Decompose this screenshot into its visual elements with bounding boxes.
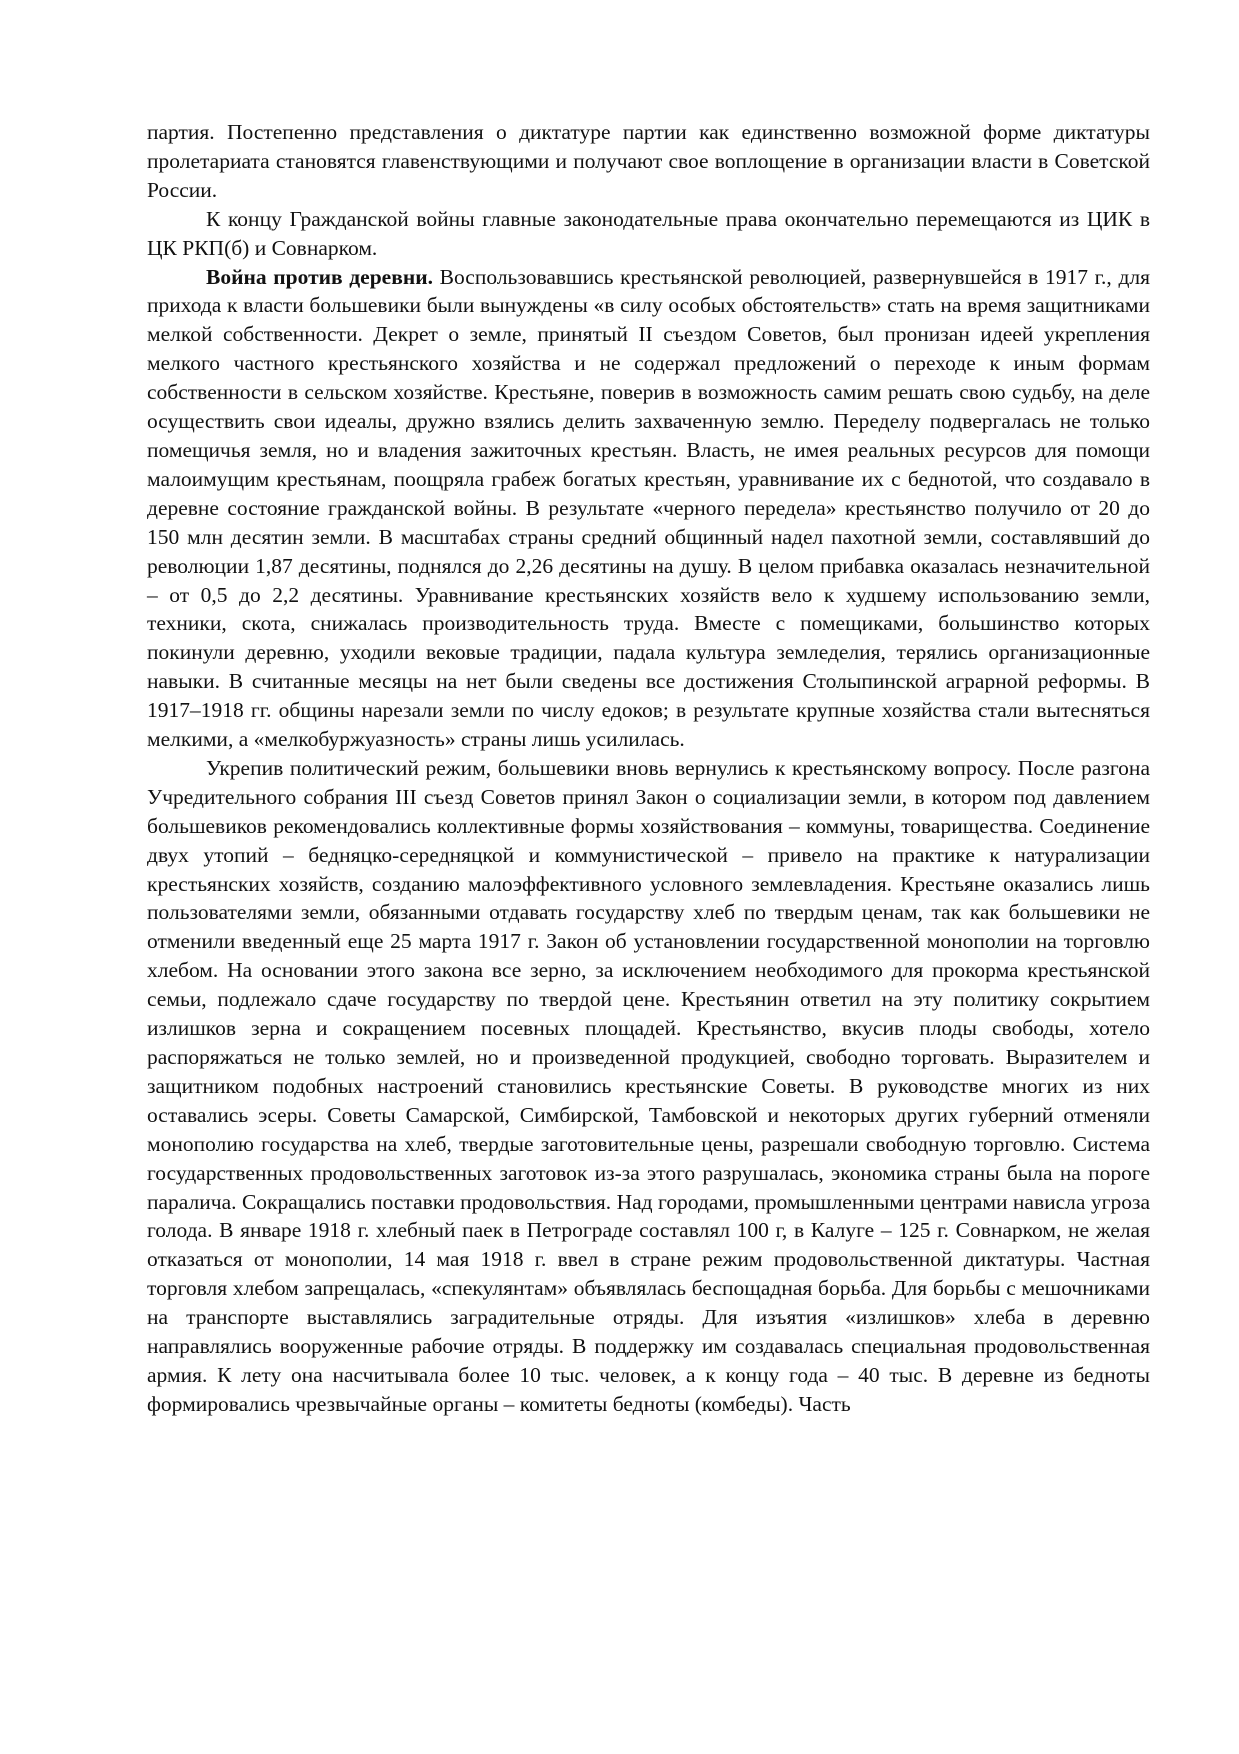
section-heading: Война против деревни. <box>206 264 433 289</box>
paragraph-1: партия. Постепенно представления о диктатуре партии как единственно возможной форме диктатуры пролетариата становятся главенствующими и получают свое воплощение в организации власти в Советской России. <box>147 120 1150 202</box>
document-page <box>147 118 1150 1419</box>
paragraph-4: Укрепив политический режим, большевики вновь вернулись к крестьянскому вопросу. После разгона Учредительного собрания III съезд Советов принял Закон о социализации земли, в котором под давлением большевиков рекомендовались коллективные формы хозяйствования – коммуны, товарищества. Соединение двух утопий – бедняцко-середняцкой и коммунистической – привело на практике к натурализации крестьянских хозяйств, созданию малоэффективного условного землевладения. Крестьяне оказались лишь пользователями земли, обязанными отдавать государству хлеб по твердым ценам, так как большевики не отменили введенный еще 25 марта 1917 г. Закон об установлении государственной монополии на торговлю хлебом. На основании этого закона все зерно, за исключением необходимого для прокорма крестьянской семьи, подлежало сдаче государству по твердой цене. Крестьянин ответил на эту политику сокрытием излишков зерна и сокращением посевных площадей. Крестьянство, вкусив плоды свободы, хотело распоряжаться не только землей, но и произведенной продукцией, свободно торговать. Выразителем и защитником подобных настроений становились крестьянские Советы. В руководстве многих из них оставались эсеры. Советы Самарской, Симбирской, Тамбовской и некоторых других губерний отменяли монополию государства на хлеб, твердые заготовительные цены, разрешали свободную торговлю. Система государственных продовольственных заготовок из-за этого разрушалась, экономика страны была на пороге паралича. Сокращались поставки продовольствия. Над городами, промышленными центрами нависла угроза голода. В январе 1918 г. хлебный паек в Петрограде составлял 100 г, в Калуге – 125 г. Совнарком, не желая отказаться от монополии, 14 мая 1918 г. ввел в стране режим продовольственной диктатуры. Частная торговля хлебом запрещалась, «спекулянтам» объявлялась беспощадная борьба. Для борьбы с мешочниками на транспорте выставлялись заградительные отряды. Для изъятия «излишков» хлеба в деревню направлялись вооруженные рабочие отряды. В поддержку им создавалась специальная продовольственная армия. К лету она насчитывала более 10 тыс. человек, а к концу года – 40 тыс. В деревне из бедноты формировались чрезвычайные органы – комитеты бедноты (комбеды). Часть <box>147 755 1150 1416</box>
paragraph-3 <box>147 263 1150 754</box>
paragraph-3-text: Воспользовавшись крестьянской революцией, развернувшейся в 1917 г., для прихода к власти большевики были вынуждены «в силу особых обстоятельств» стать на время защитниками мелкой собственности. Декрет о земле, принятый II съездом Советов, был пронизан идеей укрепления мелкого частного крестьянского хозяйства и не содержал предложений о переходе к иным формам собственности в сельском хозяйстве. Крестьяне, поверив в возможность самим решать свою судьбу, на деле осуществить свои идеалы, дружно взялись делить захваченную землю. Переделу подвергалась не только помещичья земля, но и владения зажиточных крестьян. Власть, не имея реальных ресурсов для помощи малоимущим крестьянам, поощряла грабеж богатых крестьян, уравнивание их с беднотой, что создавало в деревне состояние гражданской войны. В результате «черного передела» крестьянство получило от 20 до 150 млн десятин земли. В масштабах страны средний общинный надел пахотной земли, составлявший до революции 1,87 десятины, поднялся до 2,26 десятины на душу. В целом прибавка оказалась незначительной – от 0,5 до 2,2 десятины. Уравнивание крестьянских хозяйств вело к худшему использованию земли, техники, скота, снижалась производительность труда. Вместе с помещиками, большинство которых покинули деревню, уходили вековые традиции, падала культура земледелия, терялись организационные навыки. В считанные месяцы на нет были сведены все достижения Столыпинской аграрной реформы. В 1917–1918 гг. общины нарезали земли по числу едоков; в результате крупные хозяйства стали вытесняться мелкими, а «мелкобуржуазность» страны лишь усилилась. <box>147 264 1151 752</box>
paragraph-2: К концу Гражданской войны главные законодательные права окончательно перемещаются из ЦИК в ЦК РКП(б) и Совнарком. <box>147 206 1150 260</box>
